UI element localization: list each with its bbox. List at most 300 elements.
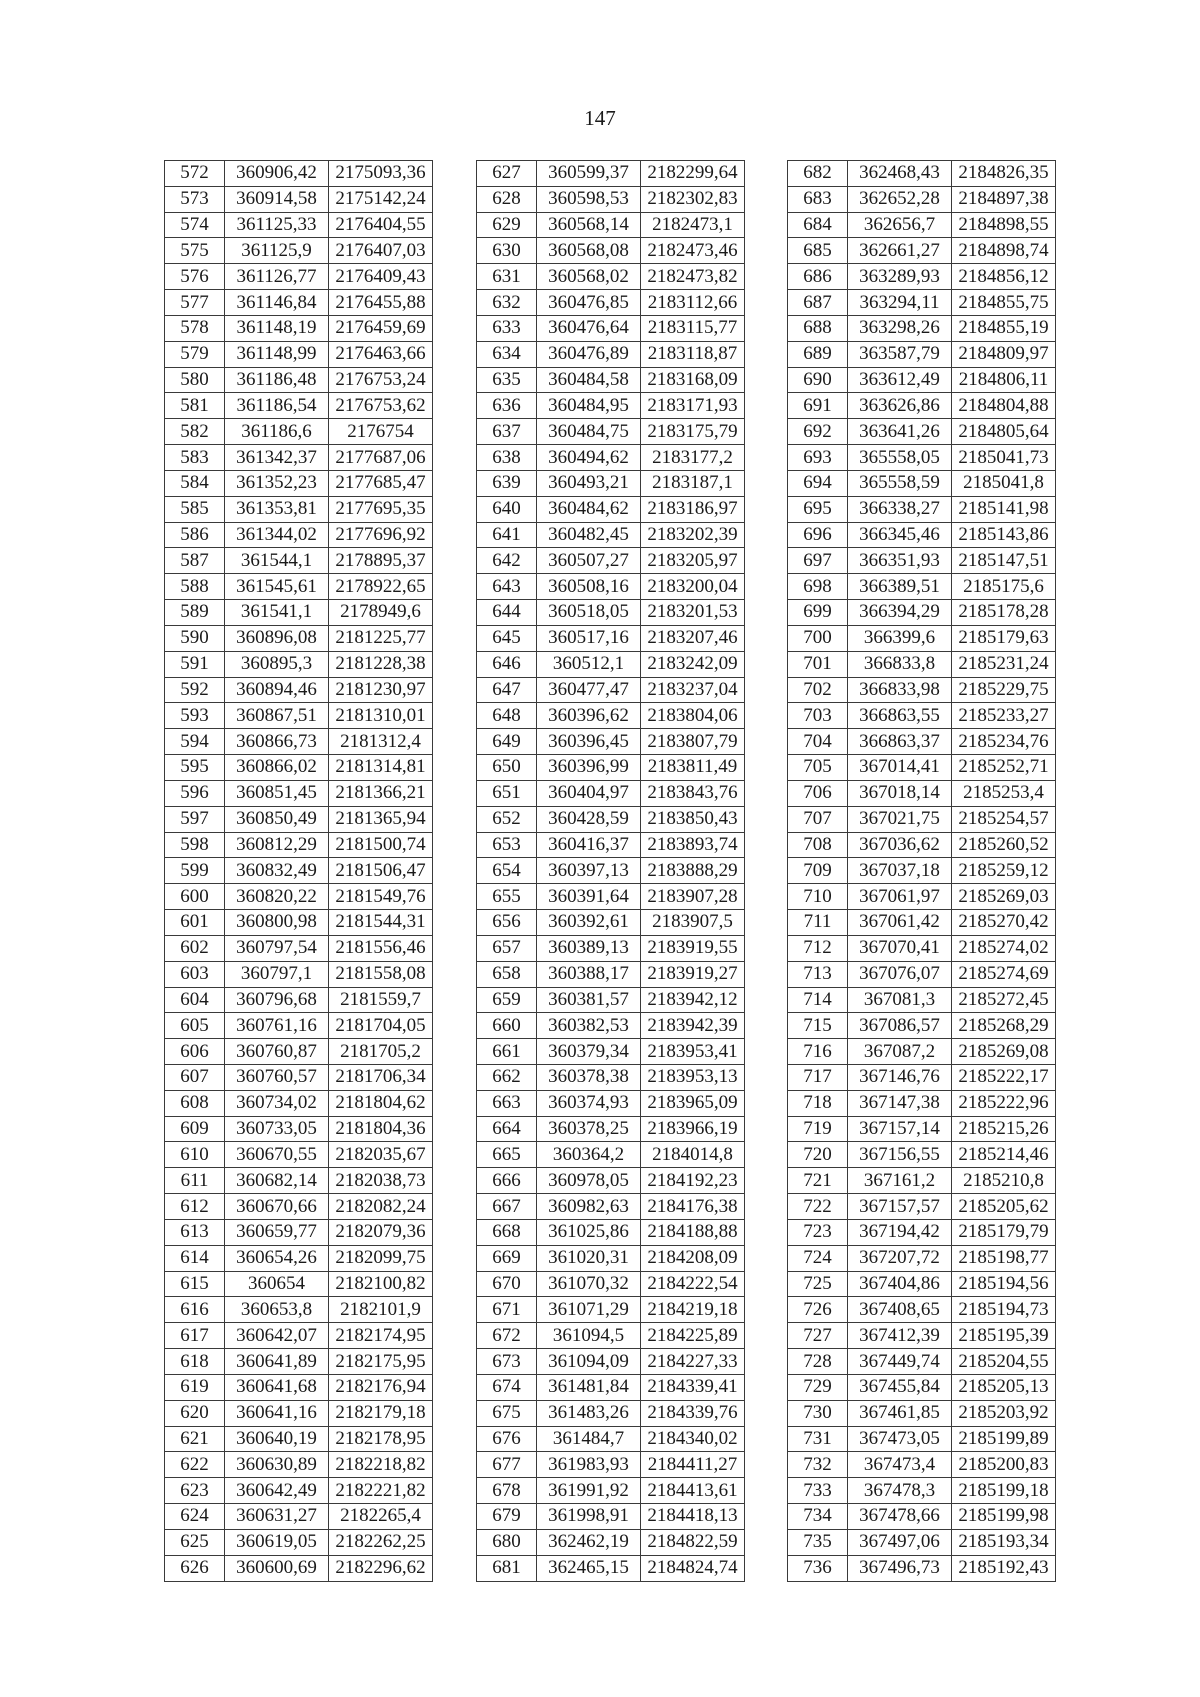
table-row <box>477 290 745 316</box>
point-number-cell: 721 <box>788 1168 848 1194</box>
x-coordinate-cell: 360374,93 <box>537 1090 641 1116</box>
point-number-cell: 681 <box>477 1555 537 1581</box>
table-row <box>477 625 745 651</box>
point-number-cell: 699 <box>788 600 848 626</box>
table-row <box>165 1529 433 1555</box>
point-number-cell: 680 <box>477 1529 537 1555</box>
point-number-cell: 604 <box>165 987 225 1013</box>
y-coordinate-cell: 2184014,8 <box>641 1142 745 1168</box>
point-number-cell: 711 <box>788 910 848 936</box>
point-number-cell: 593 <box>165 703 225 729</box>
y-coordinate-cell: 2177687,06 <box>329 445 433 471</box>
y-coordinate-cell: 2183200,04 <box>641 574 745 600</box>
point-number-cell: 697 <box>788 548 848 574</box>
x-coordinate-cell: 360894,46 <box>225 677 329 703</box>
point-number-cell: 718 <box>788 1090 848 1116</box>
x-coordinate-cell: 361020,31 <box>537 1245 641 1271</box>
table-row <box>477 1400 745 1426</box>
y-coordinate-cell: 2182100,82 <box>329 1271 433 1297</box>
x-coordinate-cell: 360508,16 <box>537 574 641 600</box>
y-coordinate-cell: 2176459,69 <box>329 315 433 341</box>
x-coordinate-cell: 361342,37 <box>225 445 329 471</box>
x-coordinate-cell: 360477,47 <box>537 677 641 703</box>
point-number-cell: 643 <box>477 574 537 600</box>
table-row <box>477 548 745 574</box>
table-row <box>788 1323 1056 1349</box>
table-row <box>477 1555 745 1581</box>
x-coordinate-cell: 367081,3 <box>848 987 952 1013</box>
x-coordinate-cell: 360428,59 <box>537 806 641 832</box>
point-number-cell: 597 <box>165 806 225 832</box>
y-coordinate-cell: 2181558,08 <box>329 961 433 987</box>
y-coordinate-cell: 2184219,18 <box>641 1297 745 1323</box>
x-coordinate-cell: 367455,84 <box>848 1374 952 1400</box>
y-coordinate-cell: 2185254,57 <box>952 806 1056 832</box>
table-row <box>165 729 433 755</box>
coordinates-table-3 <box>787 160 1056 1582</box>
y-coordinate-cell: 2184898,74 <box>952 238 1056 264</box>
table-row <box>477 1426 745 1452</box>
point-number-cell: 710 <box>788 884 848 910</box>
table-row <box>788 1478 1056 1504</box>
table-row <box>788 548 1056 574</box>
table-row <box>788 574 1056 600</box>
y-coordinate-cell: 2184339,41 <box>641 1374 745 1400</box>
y-coordinate-cell: 2185192,43 <box>952 1555 1056 1581</box>
table-row <box>788 264 1056 290</box>
point-number-cell: 676 <box>477 1426 537 1452</box>
x-coordinate-cell: 362465,15 <box>537 1555 641 1581</box>
point-number-cell: 684 <box>788 212 848 238</box>
x-coordinate-cell: 361481,84 <box>537 1374 641 1400</box>
point-number-cell: 682 <box>788 161 848 187</box>
table-row <box>165 832 433 858</box>
y-coordinate-cell: 2181506,47 <box>329 858 433 884</box>
x-coordinate-cell: 361070,32 <box>537 1271 641 1297</box>
point-number-cell: 695 <box>788 496 848 522</box>
y-coordinate-cell: 2185195,39 <box>952 1323 1056 1349</box>
y-coordinate-cell: 2181804,36 <box>329 1116 433 1142</box>
x-coordinate-cell: 360482,45 <box>537 522 641 548</box>
x-coordinate-cell: 360851,45 <box>225 780 329 806</box>
y-coordinate-cell: 2183207,46 <box>641 625 745 651</box>
x-coordinate-cell: 360484,95 <box>537 393 641 419</box>
table-row <box>788 290 1056 316</box>
table-row <box>477 703 745 729</box>
y-coordinate-cell: 2183112,66 <box>641 290 745 316</box>
point-number-cell: 670 <box>477 1271 537 1297</box>
table-row <box>165 367 433 393</box>
point-number-cell: 609 <box>165 1116 225 1142</box>
y-coordinate-cell: 2184824,74 <box>641 1555 745 1581</box>
table-row <box>477 1245 745 1271</box>
point-number-cell: 651 <box>477 780 537 806</box>
y-coordinate-cell: 2184225,89 <box>641 1323 745 1349</box>
x-coordinate-cell: 363626,86 <box>848 393 952 419</box>
x-coordinate-cell: 361148,99 <box>225 341 329 367</box>
x-coordinate-cell: 360797,1 <box>225 961 329 987</box>
y-coordinate-cell: 2182473,46 <box>641 238 745 264</box>
x-coordinate-cell: 360493,21 <box>537 470 641 496</box>
point-number-cell: 579 <box>165 341 225 367</box>
x-coordinate-cell: 361125,33 <box>225 212 329 238</box>
point-number-cell: 587 <box>165 548 225 574</box>
y-coordinate-cell: 2175093,36 <box>329 161 433 187</box>
x-coordinate-cell: 367157,57 <box>848 1194 952 1220</box>
x-coordinate-cell: 360494,62 <box>537 445 641 471</box>
x-coordinate-cell: 360600,69 <box>225 1555 329 1581</box>
x-coordinate-cell: 367147,38 <box>848 1090 952 1116</box>
x-coordinate-cell: 360388,17 <box>537 961 641 987</box>
table-row <box>165 470 433 496</box>
y-coordinate-cell: 2181365,94 <box>329 806 433 832</box>
x-coordinate-cell: 360476,64 <box>537 315 641 341</box>
table-row <box>165 419 433 445</box>
x-coordinate-cell: 367478,66 <box>848 1504 952 1530</box>
x-coordinate-cell: 367037,18 <box>848 858 952 884</box>
point-number-cell: 655 <box>477 884 537 910</box>
y-coordinate-cell: 2185260,52 <box>952 832 1056 858</box>
x-coordinate-cell: 360512,1 <box>537 651 641 677</box>
point-number-cell: 687 <box>788 290 848 316</box>
y-coordinate-cell: 2184418,13 <box>641 1504 745 1530</box>
point-number-cell: 582 <box>165 419 225 445</box>
table-row <box>477 1271 745 1297</box>
table-row <box>788 1013 1056 1039</box>
table-row <box>788 367 1056 393</box>
y-coordinate-cell: 2184192,23 <box>641 1168 745 1194</box>
x-coordinate-cell: 360682,14 <box>225 1168 329 1194</box>
y-coordinate-cell: 2185199,89 <box>952 1426 1056 1452</box>
point-number-cell: 590 <box>165 625 225 651</box>
y-coordinate-cell: 2181804,62 <box>329 1090 433 1116</box>
y-coordinate-cell: 2184222,54 <box>641 1271 745 1297</box>
point-number-cell: 728 <box>788 1349 848 1375</box>
x-coordinate-cell: 360641,89 <box>225 1349 329 1375</box>
point-number-cell: 654 <box>477 858 537 884</box>
y-coordinate-cell: 2176463,66 <box>329 341 433 367</box>
y-coordinate-cell: 2181225,77 <box>329 625 433 651</box>
x-coordinate-cell: 367449,74 <box>848 1349 952 1375</box>
table-row <box>477 1452 745 1478</box>
point-number-cell: 691 <box>788 393 848 419</box>
y-coordinate-cell: 2184411,27 <box>641 1452 745 1478</box>
point-number-cell: 594 <box>165 729 225 755</box>
x-coordinate-cell: 360568,14 <box>537 212 641 238</box>
table-row <box>165 1555 433 1581</box>
y-coordinate-cell: 2176455,88 <box>329 290 433 316</box>
y-coordinate-cell: 2183888,29 <box>641 858 745 884</box>
point-number-cell: 698 <box>788 574 848 600</box>
point-number-cell: 726 <box>788 1297 848 1323</box>
table-row <box>788 1349 1056 1375</box>
table-row <box>165 858 433 884</box>
table-row <box>788 910 1056 936</box>
x-coordinate-cell: 360670,55 <box>225 1142 329 1168</box>
table-row <box>477 1529 745 1555</box>
x-coordinate-cell: 367061,42 <box>848 910 952 936</box>
y-coordinate-cell: 2184806,11 <box>952 367 1056 393</box>
x-coordinate-cell: 367157,14 <box>848 1116 952 1142</box>
point-number-cell: 663 <box>477 1090 537 1116</box>
x-coordinate-cell: 361146,84 <box>225 290 329 316</box>
table-row <box>477 1323 745 1349</box>
point-number-cell: 616 <box>165 1297 225 1323</box>
x-coordinate-cell: 365558,59 <box>848 470 952 496</box>
y-coordinate-cell: 2185229,75 <box>952 677 1056 703</box>
y-coordinate-cell: 2176407,03 <box>329 238 433 264</box>
point-number-cell: 661 <box>477 1039 537 1065</box>
table-row <box>788 1555 1056 1581</box>
table-row <box>165 1039 433 1065</box>
x-coordinate-cell: 360392,61 <box>537 910 641 936</box>
point-number-cell: 686 <box>788 264 848 290</box>
point-number-cell: 702 <box>788 677 848 703</box>
table-row <box>165 393 433 419</box>
x-coordinate-cell: 360641,16 <box>225 1400 329 1426</box>
table-row <box>477 212 745 238</box>
point-number-cell: 606 <box>165 1039 225 1065</box>
y-coordinate-cell: 2185199,98 <box>952 1504 1056 1530</box>
y-coordinate-cell: 2184822,59 <box>641 1529 745 1555</box>
point-number-cell: 673 <box>477 1349 537 1375</box>
point-number-cell: 615 <box>165 1271 225 1297</box>
x-coordinate-cell: 360484,58 <box>537 367 641 393</box>
y-coordinate-cell: 2185233,27 <box>952 703 1056 729</box>
y-coordinate-cell: 2185274,69 <box>952 961 1056 987</box>
point-number-cell: 592 <box>165 677 225 703</box>
page-number: 147 <box>584 106 616 130</box>
point-number-cell: 614 <box>165 1245 225 1271</box>
x-coordinate-cell: 362652,28 <box>848 186 952 212</box>
x-coordinate-cell: 367404,86 <box>848 1271 952 1297</box>
point-number-cell: 591 <box>165 651 225 677</box>
point-number-cell: 694 <box>788 470 848 496</box>
x-coordinate-cell: 361186,48 <box>225 367 329 393</box>
point-number-cell: 576 <box>165 264 225 290</box>
y-coordinate-cell: 2176404,55 <box>329 212 433 238</box>
x-coordinate-cell: 360396,99 <box>537 755 641 781</box>
x-coordinate-cell: 367061,97 <box>848 884 952 910</box>
x-coordinate-cell: 360416,37 <box>537 832 641 858</box>
point-number-cell: 608 <box>165 1090 225 1116</box>
x-coordinate-cell: 366863,37 <box>848 729 952 755</box>
point-number-cell: 623 <box>165 1478 225 1504</box>
y-coordinate-cell: 2181705,2 <box>329 1039 433 1065</box>
y-coordinate-cell: 2181559,7 <box>329 987 433 1013</box>
table-row <box>788 1529 1056 1555</box>
table-row <box>165 341 433 367</box>
x-coordinate-cell: 360599,37 <box>537 161 641 187</box>
table-row <box>165 1245 433 1271</box>
table-row <box>788 1194 1056 1220</box>
point-number-cell: 648 <box>477 703 537 729</box>
point-number-cell: 660 <box>477 1013 537 1039</box>
table-row <box>165 987 433 1013</box>
x-coordinate-cell: 361484,7 <box>537 1426 641 1452</box>
table-row <box>477 341 745 367</box>
table-row <box>477 264 745 290</box>
table-row <box>477 935 745 961</box>
table-row <box>788 393 1056 419</box>
y-coordinate-cell: 2184805,64 <box>952 419 1056 445</box>
x-coordinate-cell: 360659,77 <box>225 1219 329 1245</box>
table-row <box>477 987 745 1013</box>
x-coordinate-cell: 361544,1 <box>225 548 329 574</box>
table-row <box>165 1116 433 1142</box>
x-coordinate-cell: 360568,02 <box>537 264 641 290</box>
x-coordinate-cell: 360619,05 <box>225 1529 329 1555</box>
x-coordinate-cell: 363294,11 <box>848 290 952 316</box>
y-coordinate-cell: 2183919,27 <box>641 961 745 987</box>
y-coordinate-cell: 2182218,82 <box>329 1452 433 1478</box>
y-coordinate-cell: 2182265,4 <box>329 1504 433 1530</box>
point-number-cell: 601 <box>165 910 225 936</box>
x-coordinate-cell: 366399,6 <box>848 625 952 651</box>
table-row <box>788 496 1056 522</box>
x-coordinate-cell: 360670,66 <box>225 1194 329 1220</box>
table-row <box>165 496 433 522</box>
y-coordinate-cell: 2178949,6 <box>329 600 433 626</box>
point-number-cell: 666 <box>477 1168 537 1194</box>
x-coordinate-cell: 367018,14 <box>848 780 952 806</box>
point-number-cell: 624 <box>165 1504 225 1530</box>
point-number-cell: 736 <box>788 1555 848 1581</box>
table-row <box>477 806 745 832</box>
y-coordinate-cell: 2183242,09 <box>641 651 745 677</box>
table-row <box>477 884 745 910</box>
x-coordinate-cell: 362656,7 <box>848 212 952 238</box>
point-number-cell: 719 <box>788 1116 848 1142</box>
y-coordinate-cell: 2182299,64 <box>641 161 745 187</box>
point-number-cell: 647 <box>477 677 537 703</box>
table-row <box>477 445 745 471</box>
point-number-cell: 600 <box>165 884 225 910</box>
table-row <box>165 238 433 264</box>
point-number-cell: 678 <box>477 1478 537 1504</box>
x-coordinate-cell: 367021,75 <box>848 806 952 832</box>
x-coordinate-cell: 360396,45 <box>537 729 641 755</box>
y-coordinate-cell: 2185147,51 <box>952 548 1056 574</box>
point-number-cell: 717 <box>788 1064 848 1090</box>
x-coordinate-cell: 360568,08 <box>537 238 641 264</box>
point-number-cell: 595 <box>165 755 225 781</box>
x-coordinate-cell: 360896,08 <box>225 625 329 651</box>
table-row <box>165 1297 433 1323</box>
y-coordinate-cell: 2182035,67 <box>329 1142 433 1168</box>
x-coordinate-cell: 366863,55 <box>848 703 952 729</box>
y-coordinate-cell: 2185269,03 <box>952 884 1056 910</box>
table-row <box>165 574 433 600</box>
x-coordinate-cell: 361186,54 <box>225 393 329 419</box>
table-row <box>165 910 433 936</box>
table-row <box>165 625 433 651</box>
y-coordinate-cell: 2182473,1 <box>641 212 745 238</box>
x-coordinate-cell: 360653,8 <box>225 1297 329 1323</box>
y-coordinate-cell: 2185270,42 <box>952 910 1056 936</box>
y-coordinate-cell: 2185203,92 <box>952 1400 1056 1426</box>
y-coordinate-cell: 2184809,97 <box>952 341 1056 367</box>
point-number-cell: 574 <box>165 212 225 238</box>
point-number-cell: 683 <box>788 186 848 212</box>
y-coordinate-cell: 2183907,5 <box>641 910 745 936</box>
table-row <box>788 1245 1056 1271</box>
point-number-cell: 722 <box>788 1194 848 1220</box>
y-coordinate-cell: 2185253,4 <box>952 780 1056 806</box>
x-coordinate-cell: 360654,26 <box>225 1245 329 1271</box>
x-coordinate-cell: 360654 <box>225 1271 329 1297</box>
point-number-cell: 671 <box>477 1297 537 1323</box>
y-coordinate-cell: 2178895,37 <box>329 548 433 574</box>
x-coordinate-cell: 363587,79 <box>848 341 952 367</box>
point-number-cell: 700 <box>788 625 848 651</box>
x-coordinate-cell: 361353,81 <box>225 496 329 522</box>
y-coordinate-cell: 2185269,08 <box>952 1039 1056 1065</box>
point-number-cell: 639 <box>477 470 537 496</box>
x-coordinate-cell: 366338,27 <box>848 496 952 522</box>
y-coordinate-cell: 2184208,09 <box>641 1245 745 1271</box>
x-coordinate-cell: 360378,25 <box>537 1116 641 1142</box>
x-coordinate-cell: 361094,09 <box>537 1349 641 1375</box>
table-row <box>477 1064 745 1090</box>
table-row <box>165 1142 433 1168</box>
y-coordinate-cell: 2182079,36 <box>329 1219 433 1245</box>
point-number-cell: 610 <box>165 1142 225 1168</box>
y-coordinate-cell: 2183187,1 <box>641 470 745 496</box>
table-row <box>165 548 433 574</box>
point-number-cell: 634 <box>477 341 537 367</box>
x-coordinate-cell: 366394,29 <box>848 600 952 626</box>
point-number-cell: 672 <box>477 1323 537 1349</box>
y-coordinate-cell: 2185041,8 <box>952 470 1056 496</box>
table-row <box>788 445 1056 471</box>
y-coordinate-cell: 2184856,12 <box>952 264 1056 290</box>
table-row <box>165 1349 433 1375</box>
point-number-cell: 730 <box>788 1400 848 1426</box>
x-coordinate-cell: 367497,06 <box>848 1529 952 1555</box>
table-row <box>788 625 1056 651</box>
table-row <box>477 1090 745 1116</box>
point-number-cell: 612 <box>165 1194 225 1220</box>
x-coordinate-cell: 367146,76 <box>848 1064 952 1090</box>
x-coordinate-cell: 360761,16 <box>225 1013 329 1039</box>
point-number-cell: 577 <box>165 290 225 316</box>
table-row <box>477 393 745 419</box>
table-row <box>477 315 745 341</box>
x-coordinate-cell: 360850,49 <box>225 806 329 832</box>
x-coordinate-cell: 360630,89 <box>225 1452 329 1478</box>
table-row <box>477 780 745 806</box>
point-number-cell: 701 <box>788 651 848 677</box>
point-number-cell: 703 <box>788 703 848 729</box>
y-coordinate-cell: 2185179,79 <box>952 1219 1056 1245</box>
table-row <box>788 600 1056 626</box>
point-number-cell: 640 <box>477 496 537 522</box>
x-coordinate-cell: 362468,43 <box>848 161 952 187</box>
y-coordinate-cell: 2183205,97 <box>641 548 745 574</box>
y-coordinate-cell: 2185231,24 <box>952 651 1056 677</box>
table-row <box>165 1323 433 1349</box>
y-coordinate-cell: 2175142,24 <box>329 186 433 212</box>
point-number-cell: 641 <box>477 522 537 548</box>
point-number-cell: 707 <box>788 806 848 832</box>
x-coordinate-cell: 360396,62 <box>537 703 641 729</box>
coordinates-table-1 <box>164 160 433 1582</box>
table-row <box>477 1504 745 1530</box>
y-coordinate-cell: 2181366,21 <box>329 780 433 806</box>
point-number-cell: 596 <box>165 780 225 806</box>
table-row <box>788 1142 1056 1168</box>
